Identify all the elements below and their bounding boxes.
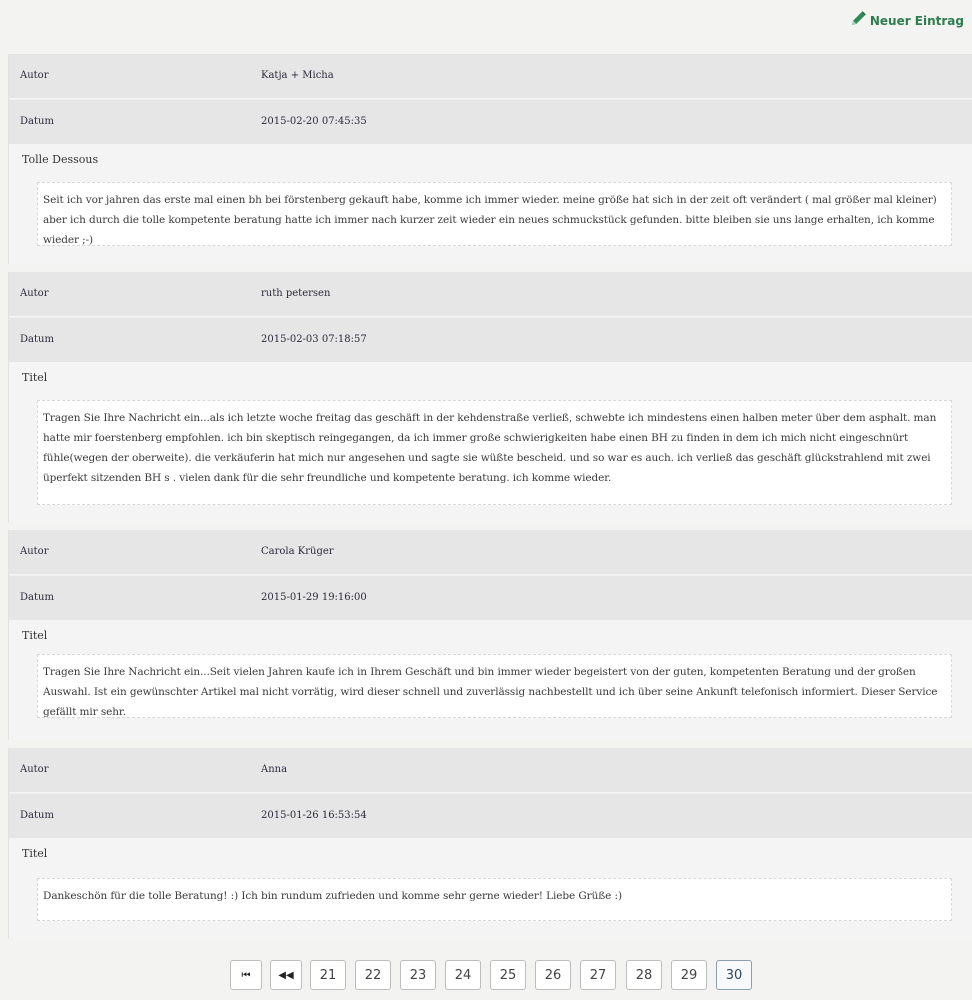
- author-label: Autor: [20, 70, 49, 81]
- author-value: Carola Krüger: [261, 546, 334, 557]
- author-row: [9, 54, 972, 98]
- date-label: Datum: [20, 810, 54, 821]
- date-value: 2015-02-03 07:18:57: [261, 334, 367, 345]
- author-label: Autor: [20, 546, 49, 557]
- entry-title: Tolle Dessous: [22, 153, 99, 166]
- author-row: [9, 530, 972, 574]
- author-value: Anna: [261, 764, 288, 775]
- page-button-26[interactable]: 26: [535, 960, 571, 990]
- new-entry-label: Neuer Eintrag: [869, 13, 964, 28]
- guestbook-entry: [8, 530, 972, 740]
- date-value: 2015-01-26 16:53:54: [261, 810, 367, 821]
- page-button-22[interactable]: 22: [355, 960, 391, 990]
- author-label: Autor: [20, 764, 49, 775]
- guestbook-entry: [8, 272, 972, 522]
- date-label: Datum: [20, 116, 54, 127]
- date-value: 2015-02-20 07:45:35: [261, 116, 367, 127]
- date-label: Datum: [20, 334, 54, 345]
- entry-message: Dankeschön für die tolle Beratung! :) Ich bin rundum zufrieden und komme sehr gerne wieder! Liebe Grüße :): [37, 878, 952, 921]
- page-button-27[interactable]: 27: [580, 960, 616, 990]
- author-value: Katja + Micha: [261, 70, 334, 81]
- previous-page-button[interactable]: ◀◀: [270, 960, 302, 990]
- top-bar: [0, 0, 972, 52]
- date-row: [9, 99, 972, 144]
- entry-title: Titel: [22, 847, 48, 860]
- date-label: Datum: [20, 592, 54, 603]
- date-row: [9, 575, 972, 620]
- entry-title: Titel: [22, 371, 48, 384]
- pencil-icon: [849, 10, 867, 31]
- date-value: 2015-01-29 19:16:00: [261, 592, 367, 603]
- page-button-28[interactable]: 28: [626, 960, 662, 990]
- page-button-29[interactable]: 29: [671, 960, 707, 990]
- date-row: [9, 793, 972, 838]
- guestbook-entry: [8, 748, 972, 938]
- page-button-21[interactable]: 21: [310, 960, 346, 990]
- entry-message: Tragen Sie Ihre Nachricht ein...Seit vielen Jahren kaufe ich in Ihrem Geschäft und bin immer wieder begeistert von der guten, kompetenten Beratung und der großen Auswahl. Ist ein gewünschter Artikel mal nicht vorrätig, wird dieser schnell und zuverlässig nachbestellt und ich über seine Ankunft telefonisch informiert. Dieser Service gefällt mir sehr.: [37, 654, 952, 718]
- guestbook-entry: [8, 54, 972, 264]
- first-page-button[interactable]: ⏮: [230, 960, 262, 990]
- page-button-24[interactable]: 24: [445, 960, 481, 990]
- author-label: Autor: [20, 288, 49, 299]
- author-value: ruth petersen: [261, 288, 331, 299]
- date-row: [9, 317, 972, 362]
- entry-title: Titel: [22, 629, 48, 642]
- author-row: [9, 272, 972, 316]
- author-row: [9, 748, 972, 792]
- entry-message: Tragen Sie Ihre Nachricht ein...als ich letzte woche freitag das geschäft in der kehdenstraße verließ, schwebte ich mindestens einen halben meter über dem asphalt. man hatte mir foerstenberg empfohlen. ich bin skeptisch reingegangen, da ich immer große schwierigkeiten habe einen BH zu finden in dem ich mich nicht eingeschnürt fühle(wegen der oberweite). die verkäuferin hat mich nur angesehen und sagte sie wüßte bescheid. und so war es auch. ich verließ das geschäft glückstrahlend mit zwei üperfekt sitzenden BH s . vielen dank für die sehr freundliche und kompetente beratung. ich komme wieder.: [37, 400, 952, 505]
- pagination: [0, 960, 972, 992]
- page-button-current[interactable]: 30: [716, 960, 752, 990]
- page-button-23[interactable]: 23: [400, 960, 436, 990]
- page-button-25[interactable]: 25: [490, 960, 526, 990]
- entry-message: Seit ich vor jahren das erste mal einen bh bei förstenberg gekauft habe, komme ich immer wieder. meine größe hat sich in der zeit oft verändert ( mal größer mal kleiner) aber ich durch die tolle kompetente beratung hatte ich immer nach kurzer zeit wieder ein neues schmuckstück gefunden. bitte bleiben sie uns lange erhalten, ich komme wieder ;-): [37, 182, 952, 246]
- new-entry-link[interactable]: [849, 10, 964, 31]
